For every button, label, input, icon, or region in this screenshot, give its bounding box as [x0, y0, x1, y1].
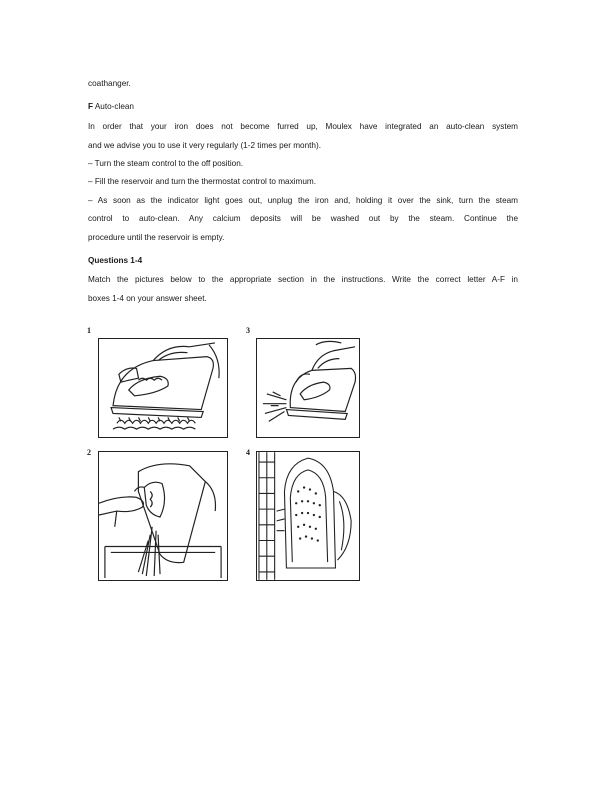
- figure-3: [244, 326, 362, 442]
- questions-instruction-2: boxes 1-4 on your answer sheet.: [88, 294, 207, 303]
- questions-heading: Questions 1-4: [88, 256, 143, 265]
- figure-number: 3: [246, 326, 250, 335]
- figure-1: [84, 326, 236, 442]
- section-f-heading: [88, 101, 518, 113]
- figure-number: 1: [87, 326, 91, 335]
- text-line-7: procedure until the reservoir is empty.: [88, 233, 225, 242]
- text-line-2: and we advise you to use it very regularly (1-2 times per month).: [88, 141, 321, 150]
- figure-number: 2: [87, 448, 91, 457]
- iron-vertical-steam-illustration: [257, 452, 359, 580]
- text-line-1: In order that your iron does not become furred up, Moulex have integrated an auto-clean system: [88, 122, 518, 131]
- figure-4: [244, 446, 362, 586]
- figure-4-frame: [256, 451, 360, 581]
- text-line-3: – Turn the steam control to the off position.: [88, 159, 244, 168]
- figure-2: [84, 446, 236, 586]
- iron-sink-illustration: [99, 452, 227, 580]
- section-f-title: Auto-clean: [94, 102, 134, 111]
- figure-1-frame: [98, 338, 228, 438]
- iron-auto-clean-illustration: [257, 339, 359, 437]
- figure-number: 4: [246, 448, 250, 457]
- figure-2-frame: [98, 451, 228, 581]
- section-f-letter: F: [88, 102, 94, 111]
- questions-instruction-1: Match the pictures below to the appropriate section in the instructions. Write the correct letter A-F in: [88, 275, 518, 284]
- text-line-5: – As soon as the indicator light goes out, unplug the iron and, holding it over the sink, turn the steam: [88, 196, 518, 205]
- iron-steam-illustration: [99, 339, 227, 437]
- text-line-4: – Fill the reservoir and turn the thermostat control to maximum.: [88, 177, 316, 186]
- figure-3-frame: [256, 338, 360, 438]
- text-line-6: control to auto-clean. Any calcium deposits will be washed out by the steam. Continue the: [88, 214, 518, 223]
- text-line-coathanger: coathanger.: [88, 79, 131, 88]
